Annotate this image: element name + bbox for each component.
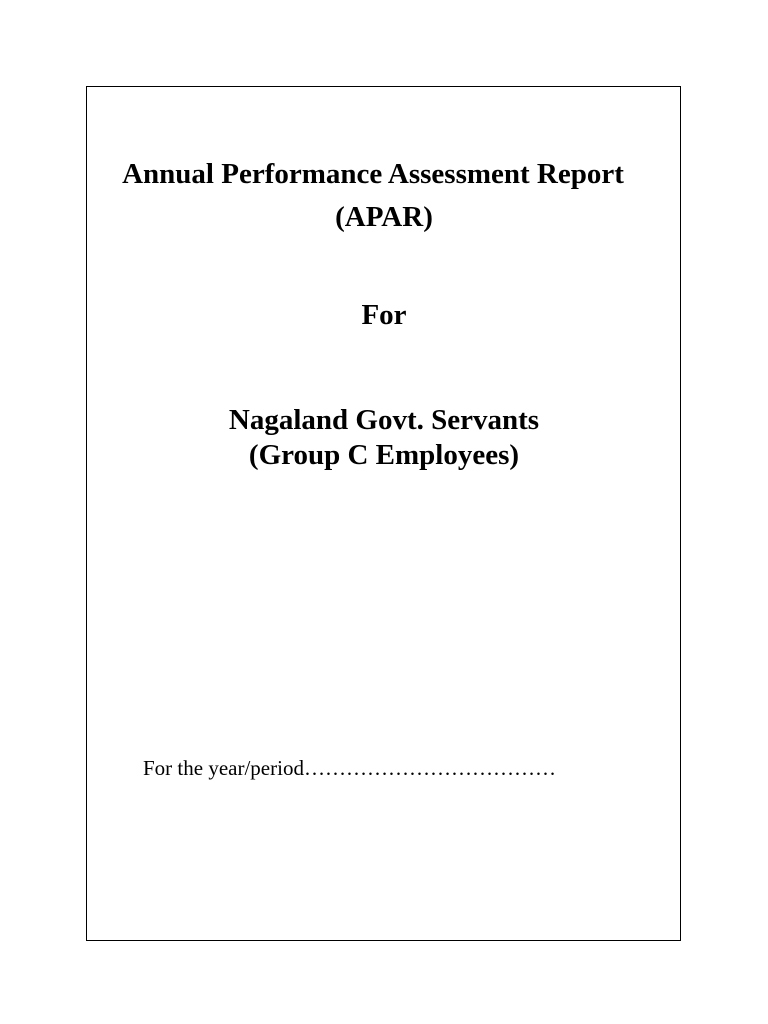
report-title-line-1: Annual Performance Assessment Report bbox=[122, 158, 624, 190]
period-field bbox=[143, 755, 556, 781]
report-title-line-2: (APAR) bbox=[335, 201, 433, 233]
audience-line-2: (Group C Employees) bbox=[248, 439, 520, 471]
period-label: For the year/period bbox=[143, 756, 304, 780]
period-blank-line: ……………………………… bbox=[303, 756, 556, 780]
for-label: For bbox=[361, 299, 407, 331]
audience-line-1: Nagaland Govt. Servants bbox=[228, 404, 540, 436]
